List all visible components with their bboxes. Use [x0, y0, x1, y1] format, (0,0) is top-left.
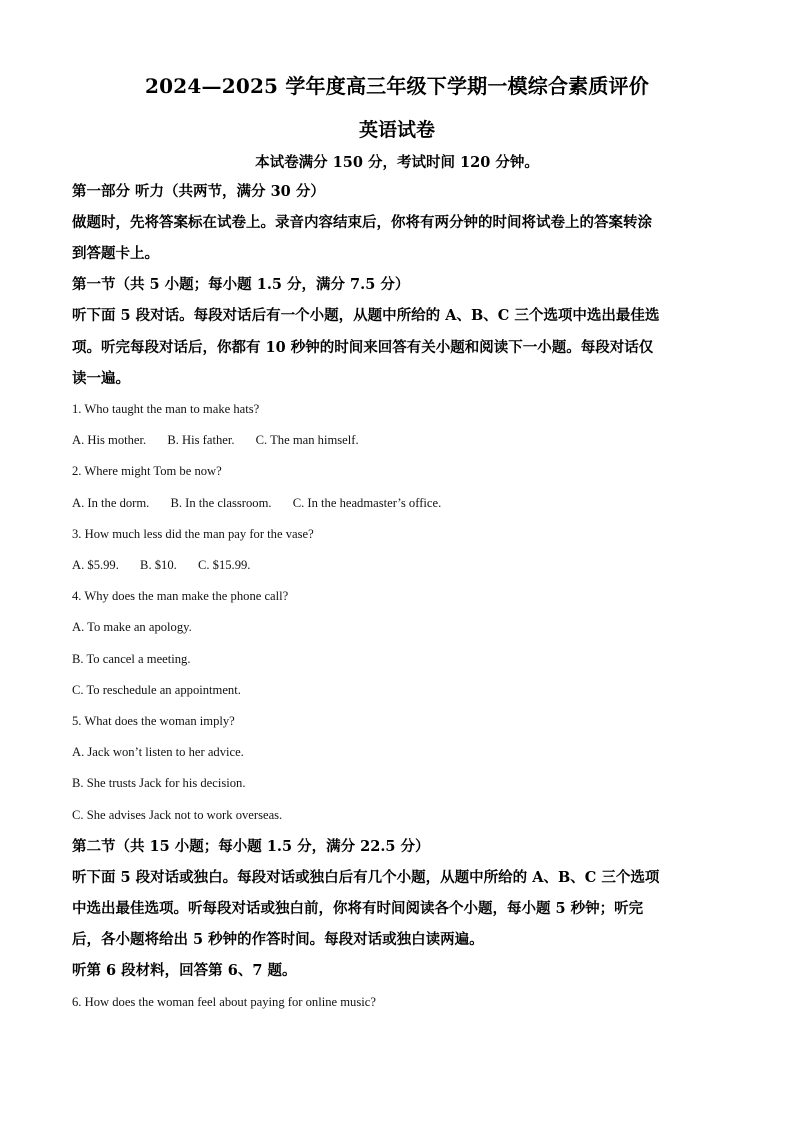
question-options	[72, 494, 722, 512]
section1-instruction-line: 读一遍。	[72, 370, 130, 387]
option-b: B. $10.	[140, 558, 177, 572]
question-stem: 1. Who taught the man to make hats?	[72, 402, 260, 416]
section2-instruction-line: 中选出最佳选项。听每段对话或独白前，你将有时间阅读各个小题，每小题 5 秒钟；听完	[72, 900, 644, 917]
option-b: B. She trusts Jack for his decision.	[72, 776, 246, 790]
section1-instruction-line: 项。听完每段对话后，你都有 10 秒钟的时间来回答有关小题和阅读下一小题。每段对话仅	[72, 339, 654, 356]
option-b: B. To cancel a meeting.	[72, 652, 191, 666]
question-stem: 3. How much less did the man pay for the vase?	[72, 527, 314, 541]
material-heading: 听第 6 段材料，回答第 6、7 题。	[72, 962, 297, 979]
section2-instruction-line: 听下面 5 段对话或独白。每段对话或独白后有几个小题，从题中所给的 A、B、C 三个选项	[72, 869, 660, 886]
option-b: B. His father.	[167, 433, 235, 447]
option-c: C. She advises Jack not to work overseas.	[72, 808, 283, 822]
exam-info: 本试卷满分 150 分，考试时间 120 分钟。	[255, 154, 539, 171]
part1-instruction-line: 做题时，先将答案标在试卷上。录音内容结束后，你将有两分钟的时间将试卷上的答案转涂	[72, 214, 652, 231]
option-c: C. To reschedule an appointment.	[72, 683, 241, 697]
question-stem: 2. Where might Tom be now?	[72, 464, 222, 478]
part1-instruction-line: 到答题卡上。	[72, 245, 159, 262]
subject-title: 英语试卷	[358, 119, 435, 141]
option-a: A. To make an apology.	[72, 620, 192, 634]
section1-instruction-line: 听下面 5 段对话。每段对话后有一个小题，从题中所给的 A、B、C 三个选项中选出最佳选	[72, 307, 660, 324]
option-c: C. In the headmaster’s office.	[292, 496, 442, 510]
section1-heading: 第一节（共 5 小题；每小题 1.5 分，满分 7.5 分）	[72, 276, 410, 293]
option-c: C. The man himself.	[255, 433, 359, 447]
question-stem: 4. Why does the man make the phone call?	[72, 589, 289, 603]
question-stem: 6. How does the woman feel about paying for online music?	[72, 995, 376, 1009]
option-b: B. In the classroom.	[170, 496, 272, 510]
section2-instruction-line: 后，各小题将给出 5 秒钟的作答时间。每段对话或独白读两遍。	[72, 931, 484, 948]
question-options	[72, 556, 722, 574]
option-c: C. $15.99.	[197, 558, 251, 572]
option-a: A. Jack won’t listen to her advice.	[72, 745, 244, 759]
question-options	[72, 431, 722, 449]
option-a: A. $5.99.	[72, 558, 119, 572]
option-a: A. His mother.	[72, 433, 147, 447]
option-a: A. In the dorm.	[72, 496, 150, 510]
part1-heading: 第一部分 听力（共两节，满分 30 分）	[72, 183, 325, 200]
section2-heading: 第二节（共 15 小题；每小题 1.5 分，满分 22.5 分）	[72, 838, 430, 855]
question-stem: 5. What does the woman imply?	[72, 714, 235, 728]
exam-title: 2024—2025 学年度高三年级下学期一模综合素质评价	[145, 74, 649, 98]
